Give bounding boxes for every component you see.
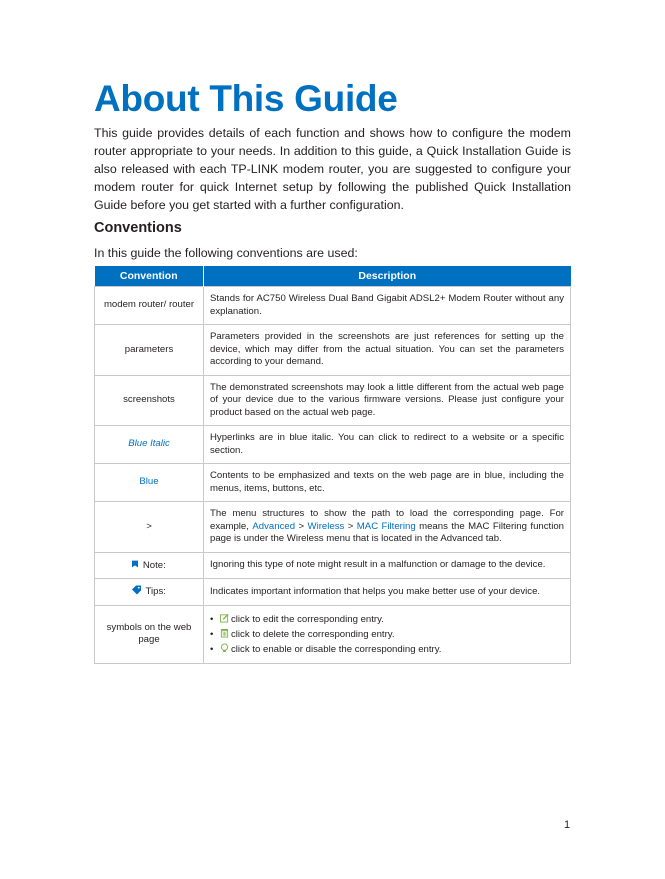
symbol-desc: click to enable or disable the corresponding entry. (231, 643, 442, 655)
description-cell: The demonstrated screenshots may look a little different from the actual web page of your device due to the various firmware versions. Please just configure your product based on the actual web page. (204, 375, 571, 426)
list-item (210, 627, 564, 642)
convention-cell: Blue Italic (95, 426, 204, 464)
conventions-lead: In this guide the following conventions are used: (94, 246, 358, 260)
path-separator: > (347, 520, 354, 532)
table-row (95, 287, 571, 325)
description-cell: Indicates important information that helps you make better use of your device. (204, 579, 571, 606)
table-row (95, 464, 571, 502)
convention-cell: > (95, 502, 204, 553)
table-row (95, 325, 571, 376)
table-row (95, 605, 571, 663)
intro-paragraph: This guide provides details of each function and shows how to configure the modem router appropriate to your needs. In addition to this guide, a Quick Installation Guide is also released with each TP-LINK modem router, you are suggested to configure your modem router for quick Internet setup by following the published Quick Installation Guide before you get started with a further configuration. (94, 126, 571, 212)
table-row (95, 579, 571, 606)
tips-label: Tips: (145, 586, 166, 597)
list-item (210, 642, 564, 657)
convention-cell: modem router/ router (95, 287, 204, 325)
column-header-convention: Convention (95, 266, 204, 287)
edit-icon (220, 613, 229, 623)
path-mac-filtering: MAC Filtering (356, 520, 416, 532)
symbol-desc: click to edit the corresponding entry. (231, 613, 384, 625)
convention-cell: Blue (95, 464, 204, 502)
convention-cell: parameters (95, 325, 204, 376)
description-cell: Ignoring this type of note might result in a malfunction or damage to the device. (204, 552, 571, 579)
table-row (95, 552, 571, 579)
path-separator: > (298, 520, 305, 532)
note-bookmark-icon (132, 559, 138, 569)
table-row (95, 375, 571, 426)
path-advanced: Advanced (252, 520, 296, 532)
column-header-description: Description (204, 266, 571, 287)
description-cell (204, 605, 571, 663)
symbol-desc: click to delete the corresponding entry. (231, 628, 395, 640)
page-title: About This Guide (94, 78, 398, 119)
desc-text: means the MAC Filtering function page is under the Wireless menu that is located in the Advanced tab. (210, 520, 565, 544)
symbol-list (210, 612, 564, 657)
delete-icon (220, 628, 229, 638)
conventions-table (94, 266, 571, 664)
convention-cell: screenshots (95, 375, 204, 426)
note-label: Note: (142, 559, 166, 571)
list-item (210, 612, 564, 627)
desc-text: The menu structures to show the path to load the corresponding page. For example, (210, 508, 564, 532)
conventions-heading: Conventions (94, 220, 182, 236)
table-row (95, 426, 571, 464)
convention-cell: symbols on the web page (95, 605, 204, 663)
path-wireless: Wireless (307, 520, 345, 532)
convention-cell (95, 552, 204, 579)
description-cell: Hyperlinks are in blue italic. You can click to redirect to a website or a specific section. (204, 426, 571, 464)
description-cell: Stands for AC750 Wireless Dual Band Gigabit ADSL2+ Modem Router without any explanation. (204, 287, 571, 325)
table-row (95, 502, 571, 553)
description-cell (204, 502, 571, 553)
description-cell: Parameters provided in the screenshots are just references for setting up the device, which may differ from the actual situation. You can set the parameters according to your demand. (204, 325, 571, 376)
table-header-row (95, 266, 571, 287)
tag-icon (132, 585, 141, 595)
bulb-icon (220, 643, 229, 653)
page-number: 1 (564, 819, 571, 831)
description-cell: Contents to be emphasized and texts on the web page are in blue, including the menus, items, buttons, etc. (204, 464, 571, 502)
convention-cell (95, 579, 204, 606)
